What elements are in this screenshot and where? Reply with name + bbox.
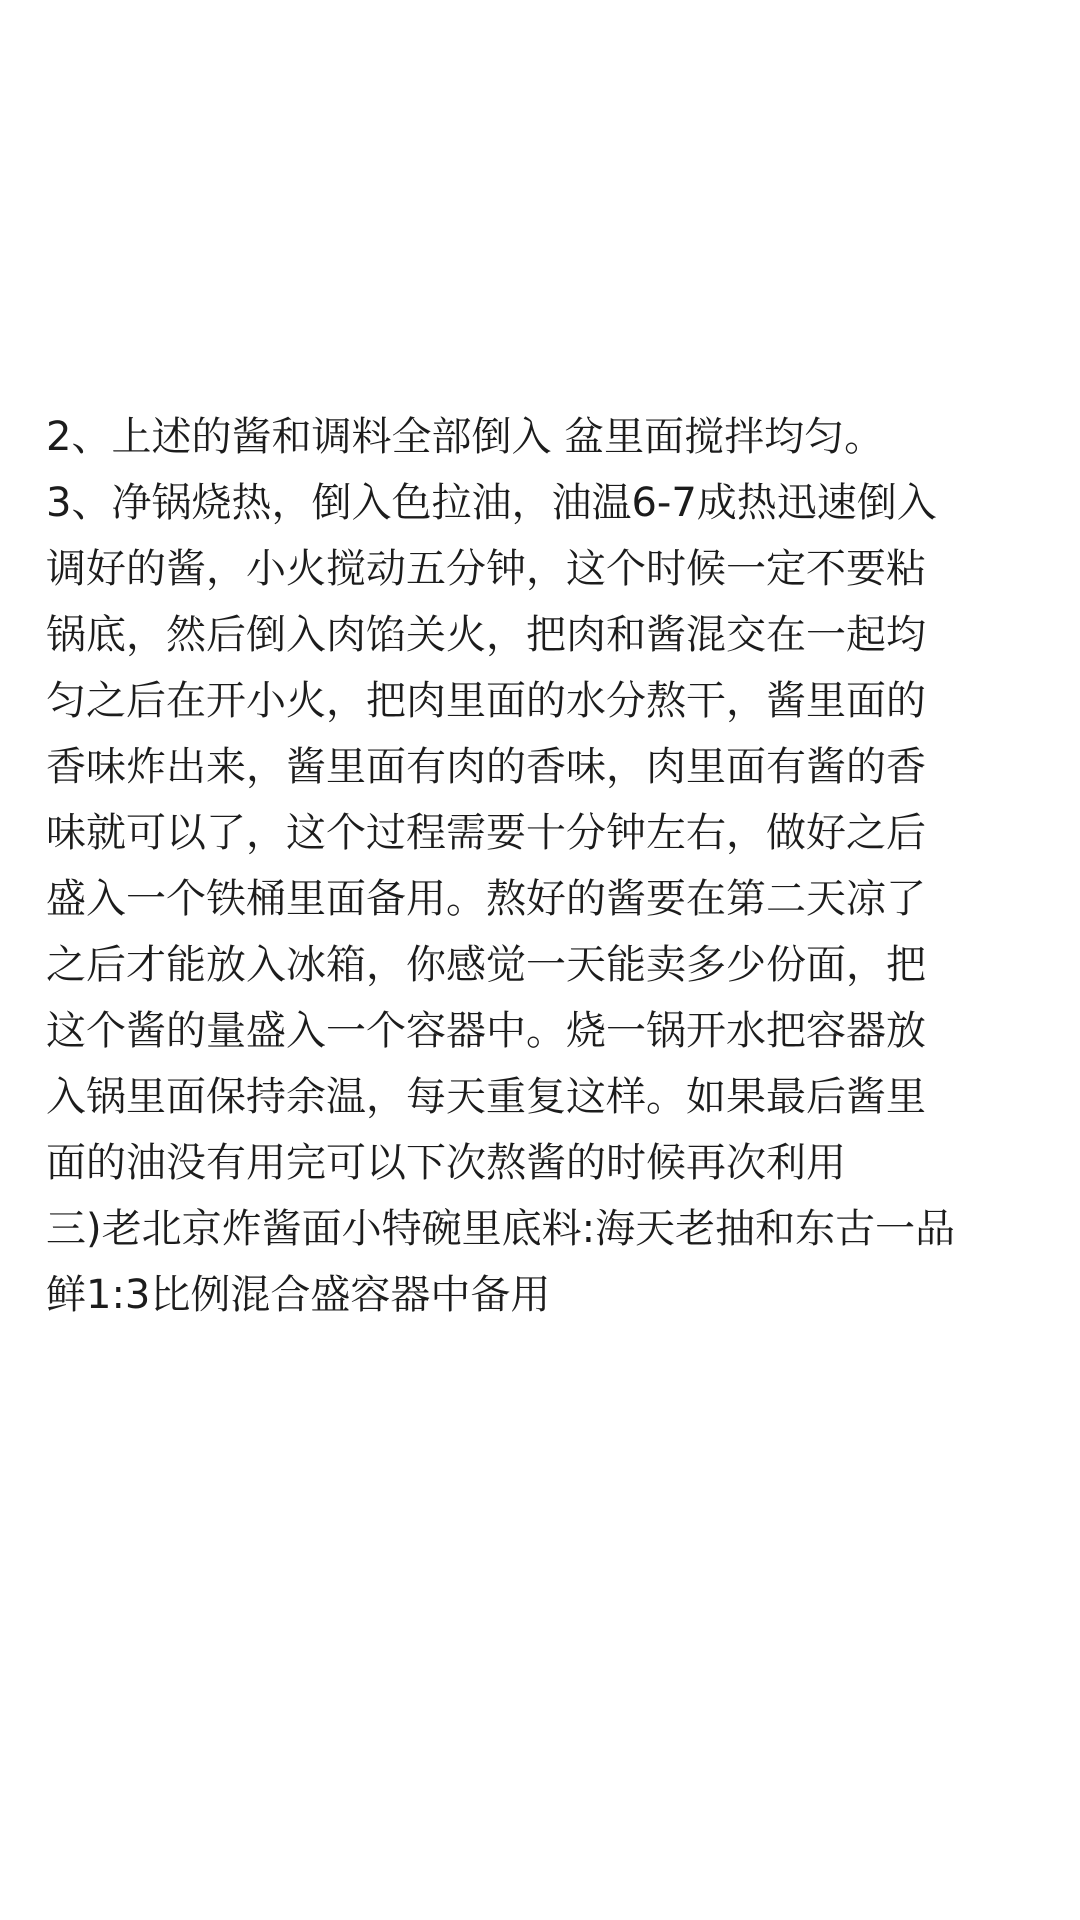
text-line: 三)老北京炸酱面小特碗里底料:海天老抽和东古一品 bbox=[46, 1206, 956, 1252]
text-line: 调好的酱，小火搅动五分钟，这个时候一定不要粘 bbox=[46, 546, 926, 592]
text-line: 香味炸出来，酱里面有肉的香味，肉里面有酱的香 bbox=[46, 744, 926, 790]
text-line: 3、净锅烧热，倒入色拉油，油温6-7成热迅速倒入 bbox=[46, 480, 937, 526]
text-line: 这个酱的量盛入一个容器中。烧一锅开水把容器放 bbox=[46, 1008, 926, 1054]
text-line: 2、上述的酱和调料全部倒入 盆里面搅拌均匀。 bbox=[46, 414, 885, 460]
text-line: 盛入一个铁桶里面备用。熬好的酱要在第二天凉了 bbox=[46, 876, 926, 922]
text-line: 之后才能放入冰箱，你感觉一天能卖多少份面，把 bbox=[46, 942, 926, 988]
text-line: 入锅里面保持余温，每天重复这样。如果最后酱里 bbox=[46, 1074, 926, 1120]
text-line: 味就可以了，这个过程需要十分钟左右，做好之后 bbox=[46, 810, 926, 856]
text-line: 面的油没有用完可以下次熬酱的时候再次利用 bbox=[46, 1140, 846, 1186]
text-line: 鲜1:3比例混合盛容器中备用 bbox=[46, 1272, 551, 1318]
document-text bbox=[46, 404, 1046, 1328]
text-line: 锅底，然后倒入肉馅关火，把肉和酱混交在一起均 bbox=[46, 612, 926, 658]
text-line: 匀之后在开小火，把肉里面的水分熬干，酱里面的 bbox=[46, 678, 926, 724]
